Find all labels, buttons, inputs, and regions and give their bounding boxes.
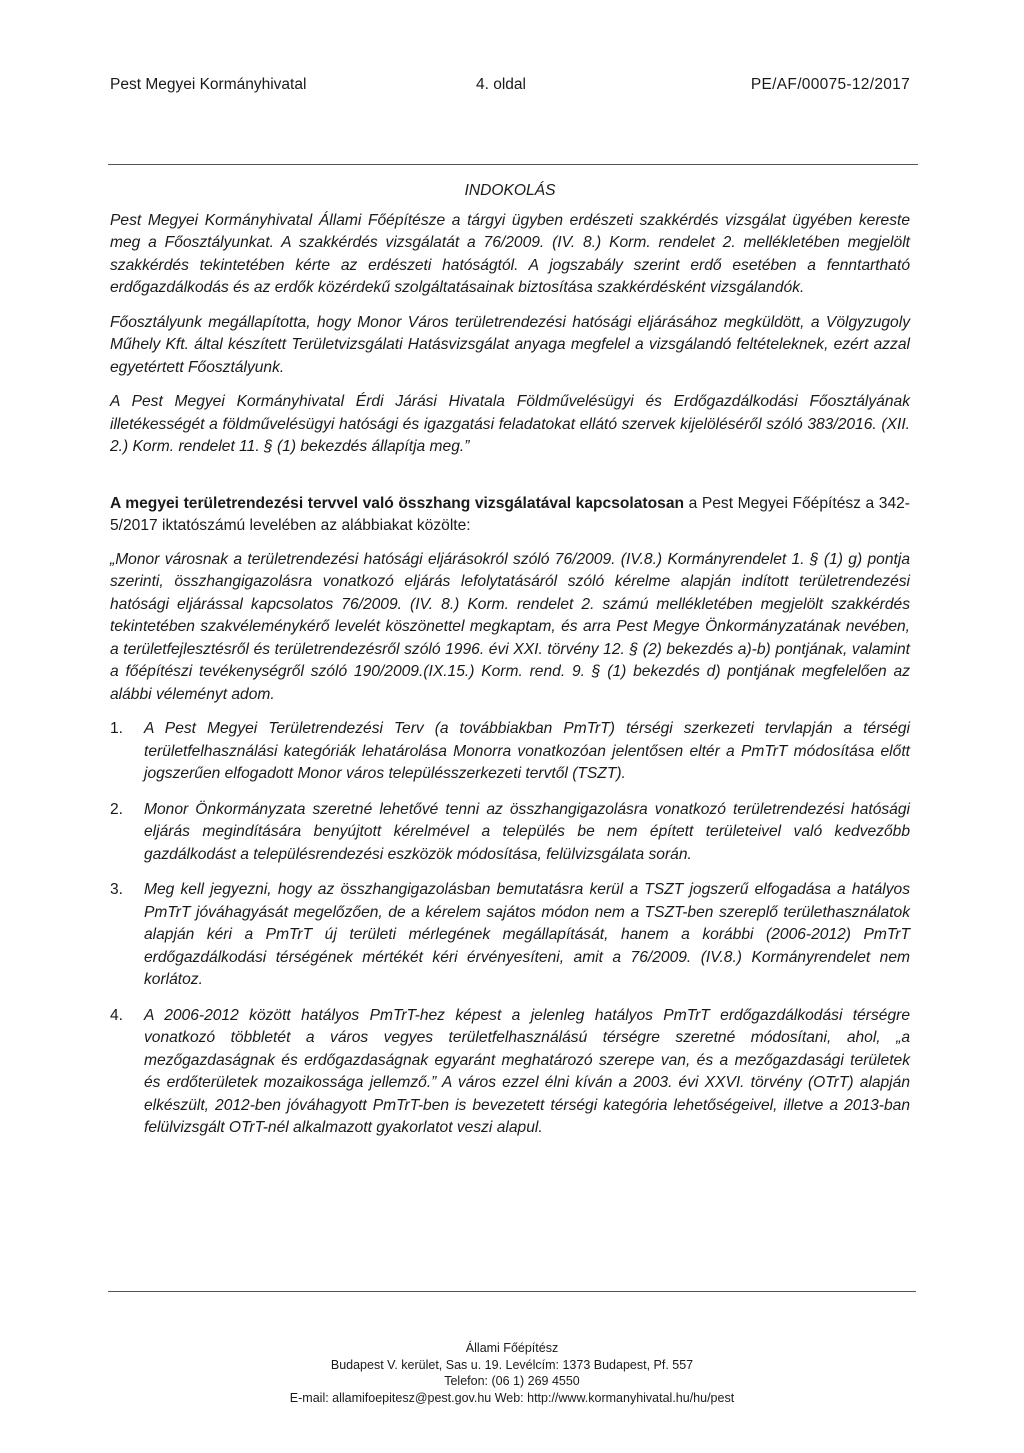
list-item — [110, 1005, 910, 1140]
paragraph-4-rest: a Pest Megyei Főépítész a 342-5/2017 iktatószámú levelében az alábbiakat közölte: — [110, 494, 910, 534]
paragraph-4 — [110, 493, 910, 538]
list-item-text: A 2006-2012 között hatályos PmTrT-hez képest a jelenleg hatályos PmTrT erdőgazdálkodási térségre vonatkozó többletét a város vegyes területfelhasználású térségre szeretné módosítani, ahol, „a mezőgazdaságnak és erdőgazdaságnak egyaránt meghatározó szerepe van, és a mezőgazdasági területek és erdőterületek mozaikossága jellemző.” A város ezzel élni kíván a 2003. évi XXVI. törvény (OTrT) alapján elkészült, 2012-ben jóváhagyott PmTrT-ben is bevezetett térségi kategória lehetőségeivel, illetve a 2013-ban felülvizsgált OTrT-nél alkalmazott gyakorlatot veszi alapul. — [144, 1006, 910, 1136]
paragraph-3: A Pest Megyei Kormányhivatal Érdi Járási Hivatala Földművelésügyi és Erdőgazdálkodási Főosztályának illetékességét a földművelésügyi hatósági és igazgatási feladatokat ellátó szervek kijelöléséről szóló 383/2016. (XII. 2.) Korm. rendelet 11. § (1) bekezdés állapítja meg.” — [110, 393, 910, 455]
list-item-number: 2. — [110, 800, 124, 818]
list-item-text: Meg kell jegyezni, hogy az összhangigazolásban bemutatásra kerül a TSZT jogszerű elfogadása a hatályos PmTrT jóváhagyását megelőzően, de a kérelem sajátos módon nem a TSZT-ben szereplő területhasználatok alapján kéri a PmTrT új területi mérlegének megállapítását, hanem a korábbi (2006-2012) PmTrT erdőgazdálkodási térségének mértékét kéri érvényesíteni, amit a 76/2009. (IV.8.) Kormányrendelet nem korlátoz. — [144, 881, 910, 988]
footer-divider — [108, 1291, 916, 1292]
list-item-text: A Pest Megyei Területrendezési Terv (a továbbiakban PmTrT) térségi szerkezeti tervlapján a térségi területfelhasználási kategóriák lehatárolása Monorra vonatkozóan jelentősen eltér a PmTrT módosítása előtt jogszerűen elfogadott Monor város településszerkezeti tervtől (TSZT). — [144, 720, 910, 782]
list-item — [110, 799, 910, 867]
list-item-text: Monor Önkormányzata szeretné lehetővé tenni az összhangigazolásra vonatkozó területrendezési hatósági eljárás megindítására benyújtott kérelmével a település be nem épített területeivel való kedvezőbb gazdálkodást a településrendezési eszközök módosítása, felülvizsgálata során. — [144, 800, 910, 863]
footer-address: Budapest V. kerület, Sas u. 19. Levélcím: 1373 Budapest, Pf. 557 — [330, 1357, 694, 1372]
header-page-number: 4. oldal — [476, 76, 526, 93]
paragraph-4-bold-lead: A megyei területrendezési tervvel való összhang vizsgálatával kapcsolatosan — [110, 494, 685, 512]
paragraph-5-quote: „Monor városnak a területrendezési hatósági eljárásokról szóló 76/2009. (IV.8.) Kormányrendelet 1. § (1) g) pontja szerinti, összhangigazolásra vonatkozó eljárás lefolytatásáról szóló kérelme alapján indított területrendezési hatósági eljárással kapcsolatos 76/2009. (IV. 8.) Korm. rendelet 2. számú mellékletében megjelölt szakkérdés tekintetében szakvéleménykérő levelét köszönettel megkaptam, és arra Pest Megye Önkormányzatának nevében, a területfejlesztésről és területrendezésről szóló 1996. évi XXI. törvény 12. § (2) bekezdés a)-b) pontjának, valamint a főépítészi tevékenységről szóló 190/2009.(IX.15.) Korm. rend. 9. § (1) bekezdés d) pontjának megfelelően az alábbi véleményt adom. — [110, 550, 910, 703]
paragraph-2: Főosztályunk megállapította, hogy Monor Város területrendezési hatósági eljárásához megküldött, a Völgyzugoly Műhely Kft. által készített Területvizsgálati Hatásvizsgálat anyaga megfelel a vizsgálandó feltételeknek, ezért azzal egyetértett Főosztályunk. — [110, 313, 910, 376]
page-footer — [0, 1340, 1024, 1406]
list-item-number: 4. — [110, 1006, 124, 1024]
paragraph-1: Pest Megyei Kormányhivatal Állami Főépítésze a tárgyi ügyben erdészeti szakkérdés vizsgálat ügyében kereste meg a Főosztályunkat. A szakkérdés vizsgálatát a 76/2009. (IV. 8.) Korm. rendelet 2. mellékletében megjelölt szakkérdés tekintetében kérte az erdészeti hatóságtól. A jogszabály szerint erdő esetében a fenntartható erdőgazdálkodás és az erdők közérdekű szolgáltatásainak biztosítása szakkérdésként vizsgálandók. — [110, 211, 910, 296]
footer-phone: Telefon: (06 1) 269 4550 — [444, 1374, 580, 1388]
list-item-number: 1. — [110, 720, 124, 737]
section-title: INDOKOLÁS — [464, 182, 556, 199]
numbered-list — [110, 718, 910, 1140]
header-organization: Pest Megyei Kormányhivatal — [110, 76, 307, 93]
list-item — [110, 718, 910, 786]
list-item-number: 3. — [110, 881, 124, 898]
header-reference-number: PE/AF/00075-12/2017 — [750, 76, 910, 93]
list-item — [110, 879, 910, 992]
footer-email-web: E-mail: allamifoepitesz@pest.gov.hu Web: http://www.kormanyhivatal.hu/hu/pest — [289, 1390, 735, 1405]
footer-office-name: Állami Főépítész — [465, 1341, 559, 1355]
header-divider — [108, 164, 918, 165]
document-body — [110, 180, 910, 1153]
page-header — [110, 76, 910, 100]
